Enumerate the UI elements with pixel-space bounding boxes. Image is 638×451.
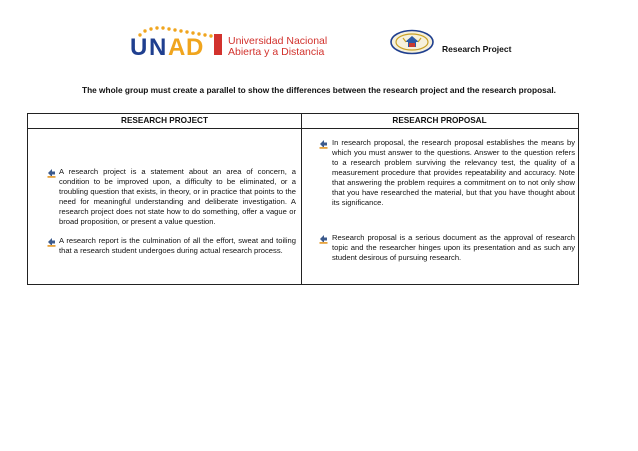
bullet-arrow-icon <box>47 238 56 247</box>
research-proposal-heading: RESEARCH PROPOSAL <box>301 114 578 129</box>
logo-wordmark-d: D <box>186 34 204 58</box>
instruction-text: The whole group must create a parallel to show the differences between the research project and the research proposal. <box>82 85 556 95</box>
research-project-point: A research project is a statement about an area of concern, a condition to be improved upon, a difficulty to be eliminated, or a troubling question that exists, in theory, or in practice that points to the need for meaningful understanding and deliberate investigation. A research project does not state how to do something, offer a vague or broad proposition, or present a value question. <box>59 167 296 226</box>
document-title: Research Project <box>442 44 512 54</box>
research-report-point: A research report is the culmination of all the effort, sweat and toiling that a research student undergoes during actual research process. <box>59 236 296 255</box>
logo-wordmark-n: N <box>149 34 167 58</box>
logo-line-1: Universidad Nacional <box>228 35 328 47</box>
research-proposal-column <box>301 114 579 284</box>
document-header <box>0 0 638 70</box>
unad-logo <box>128 26 373 58</box>
research-proposal-point: In research proposal, the research proposal establishes the means by which you must answer to the questions. Answer to the question refers to a research problem surviving the relevancy test, the quality of a measurement procedure that provides repeatability and accuracy. Note that answering the problem requires a commitment on to not only show that you have researched the material, but that you have thought about its significance. <box>332 138 575 207</box>
logo-wordmark-u: U <box>130 34 148 58</box>
research-project-heading: RESEARCH PROJECT <box>28 114 301 129</box>
bullet-arrow-icon <box>47 169 56 178</box>
logo-line-2: Abierta y a Distancia <box>228 46 325 58</box>
seal-icon <box>389 29 435 55</box>
research-proposal-point: Research proposal is a serious document as the approval of research topic and the researcher hinges upon its presentation and as such any student desirous of pursuing research. <box>332 233 575 262</box>
bullet-arrow-icon <box>319 235 328 244</box>
comparison-table <box>27 113 579 285</box>
research-project-column <box>27 114 302 284</box>
research-project-body <box>28 129 301 284</box>
logo-wordmark-a: A <box>168 34 186 58</box>
research-proposal-body <box>301 129 578 284</box>
bullet-arrow-icon <box>319 140 328 149</box>
